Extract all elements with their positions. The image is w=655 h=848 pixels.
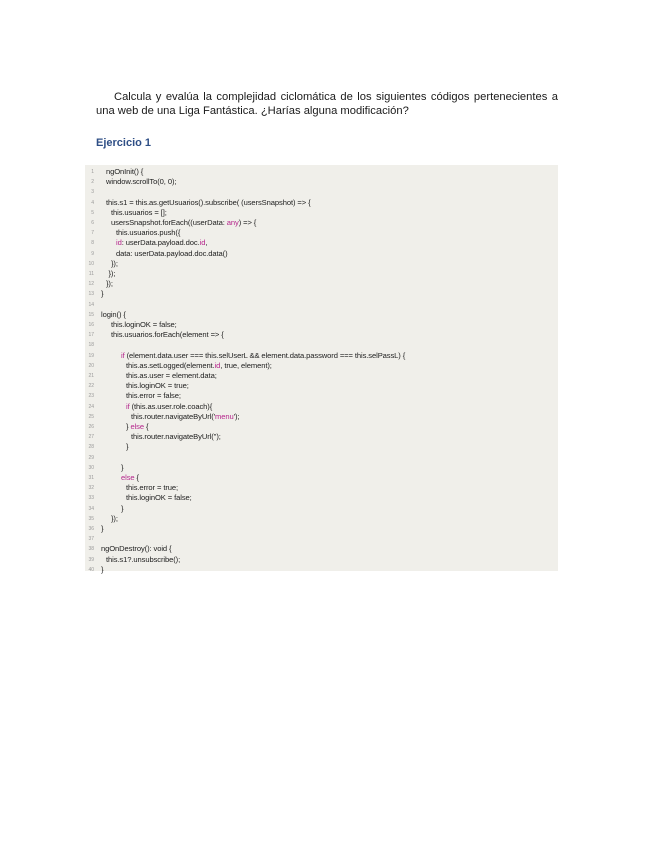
code-line bbox=[85, 310, 558, 320]
code-text bbox=[126, 483, 178, 493]
code-line bbox=[85, 269, 558, 279]
line-number: 3 bbox=[91, 189, 94, 196]
code-keyword: else bbox=[130, 422, 144, 431]
code-listing bbox=[85, 165, 558, 574]
code-text bbox=[111, 320, 177, 330]
code-line bbox=[85, 453, 558, 463]
code-line bbox=[85, 351, 558, 361]
line-number: 26 bbox=[88, 424, 94, 430]
code-line bbox=[85, 218, 558, 228]
code-line bbox=[85, 391, 558, 401]
code-token: this.usuarios.forEach(element => { bbox=[111, 330, 224, 340]
line-number: 4 bbox=[91, 199, 94, 206]
line-number: 27 bbox=[88, 434, 94, 441]
code-keyword: id bbox=[116, 238, 122, 248]
code-token: }); bbox=[111, 513, 118, 523]
code-text bbox=[121, 504, 123, 514]
code-text bbox=[106, 555, 180, 565]
code-token: ngOnInit() { bbox=[106, 167, 144, 176]
code-token: (element.data.user === this.selUserL && element.data.password === this.selPassL) { bbox=[124, 350, 406, 360]
code-keyword: any bbox=[226, 218, 239, 227]
code-token: , true, element); bbox=[220, 360, 272, 370]
code-token: login() { bbox=[101, 309, 126, 319]
code-line bbox=[85, 187, 558, 197]
code-line bbox=[85, 514, 558, 524]
code-line bbox=[85, 565, 558, 575]
code-token: this.error = false; bbox=[126, 391, 181, 401]
code-line bbox=[85, 249, 558, 259]
code-token: this.s1 = this.as.getUsuarios().subscribe( (usersSnapshot) => { bbox=[106, 197, 311, 207]
code-line bbox=[85, 340, 558, 350]
code-line bbox=[85, 432, 558, 442]
code-text bbox=[126, 371, 217, 381]
exercise-instructions: Calcula y evalúa la complejidad ciclomática de los siguientes códigos pertenecientes a una web de una Liga Fantástica. ¿Harías alguna modificación? bbox=[96, 91, 558, 118]
line-number: 33 bbox=[88, 495, 94, 502]
code-line bbox=[85, 544, 558, 554]
code-token: } bbox=[121, 462, 124, 472]
code-line bbox=[85, 504, 558, 514]
code-text bbox=[121, 473, 139, 483]
code-text bbox=[116, 249, 228, 259]
code-line bbox=[85, 402, 558, 412]
code-token: : userData.payload.doc. bbox=[121, 238, 200, 248]
code-token: } bbox=[126, 442, 129, 452]
code-keyword: if bbox=[126, 401, 130, 411]
line-number: 25 bbox=[88, 413, 94, 420]
code-token: this.s1?.unsubscribe(); bbox=[106, 554, 181, 564]
code-text bbox=[121, 463, 123, 473]
code-line bbox=[85, 534, 558, 544]
code-text bbox=[126, 361, 272, 371]
code-keyword: id bbox=[199, 238, 206, 248]
code-token: } bbox=[121, 503, 124, 513]
line-number: 30 bbox=[88, 464, 94, 471]
line-number: 16 bbox=[88, 322, 94, 328]
line-number: 39 bbox=[88, 556, 94, 563]
code-line bbox=[85, 381, 558, 391]
line-number: 31 bbox=[88, 475, 94, 481]
code-text bbox=[101, 524, 103, 534]
code-text bbox=[116, 238, 207, 248]
code-line bbox=[85, 238, 558, 248]
code-text bbox=[111, 514, 118, 524]
line-number: 29 bbox=[88, 454, 94, 461]
code-token: this.error = true; bbox=[126, 483, 179, 493]
code-line bbox=[85, 463, 558, 473]
code-line bbox=[85, 167, 558, 177]
line-number: 10 bbox=[88, 260, 94, 267]
code-token: this.loginOK = true; bbox=[126, 381, 189, 391]
code-token: { bbox=[134, 473, 139, 482]
code-line bbox=[85, 228, 558, 238]
code-text bbox=[101, 310, 126, 320]
code-line bbox=[85, 442, 558, 452]
code-token: this.usuarios = []; bbox=[111, 207, 167, 217]
line-number: 2 bbox=[91, 179, 94, 186]
code-line bbox=[85, 422, 558, 432]
code-line bbox=[85, 412, 558, 422]
line-number: 37 bbox=[88, 536, 94, 543]
code-text bbox=[109, 269, 116, 279]
code-text bbox=[106, 177, 176, 187]
line-number: 40 bbox=[88, 566, 94, 573]
code-token: } bbox=[101, 289, 104, 299]
code-token: ngOnDestroy(): void { bbox=[101, 544, 172, 554]
line-number: 6 bbox=[91, 220, 94, 226]
code-line bbox=[85, 259, 558, 269]
code-line bbox=[85, 300, 558, 310]
code-token: this.router.navigateByUrl(' bbox=[131, 411, 216, 421]
line-number: 21 bbox=[88, 373, 94, 379]
code-text bbox=[126, 402, 212, 412]
line-number: 36 bbox=[88, 526, 94, 532]
code-text bbox=[111, 218, 256, 228]
line-number: 38 bbox=[88, 546, 94, 553]
code-token: usersSnapshot.forEach((userData: bbox=[111, 218, 227, 227]
line-number: 17 bbox=[88, 332, 94, 339]
line-number: 35 bbox=[88, 515, 94, 522]
line-number: 32 bbox=[88, 485, 94, 492]
code-line bbox=[85, 361, 558, 371]
code-token: this.usuarios.push({ bbox=[116, 228, 181, 238]
code-text bbox=[111, 208, 167, 218]
code-token: }); bbox=[106, 279, 113, 289]
code-token: this.as.user = element.data; bbox=[126, 371, 217, 380]
code-token: { bbox=[143, 422, 149, 431]
code-token: } bbox=[101, 564, 104, 574]
line-number: 14 bbox=[88, 301, 94, 308]
exercise-heading: Ejercicio 1 bbox=[96, 137, 152, 149]
code-token: ) => { bbox=[238, 218, 257, 227]
code-line bbox=[85, 371, 558, 381]
line-number: 19 bbox=[88, 352, 94, 359]
code-text bbox=[131, 432, 221, 442]
code-text bbox=[106, 167, 143, 177]
line-number: 18 bbox=[88, 342, 94, 349]
line-number: 28 bbox=[88, 444, 94, 451]
code-keyword: menu bbox=[215, 411, 234, 421]
line-number: 34 bbox=[88, 505, 94, 512]
code-keyword: else bbox=[121, 473, 135, 482]
code-text bbox=[126, 391, 181, 401]
line-number: 23 bbox=[88, 393, 94, 400]
code-token: window.scrollTo(0, 0); bbox=[106, 177, 177, 187]
line-number: 24 bbox=[88, 403, 94, 410]
line-number: 11 bbox=[88, 271, 94, 277]
line-number: 20 bbox=[88, 362, 94, 369]
code-token: , bbox=[205, 238, 208, 248]
code-text bbox=[126, 442, 128, 452]
code-line bbox=[85, 483, 558, 493]
code-text bbox=[101, 289, 103, 299]
line-number: 8 bbox=[91, 240, 94, 247]
code-token: this.as.setLogged(element. bbox=[126, 360, 215, 370]
line-number: 1 bbox=[91, 169, 94, 175]
code-text bbox=[101, 544, 172, 554]
code-text bbox=[101, 565, 103, 575]
code-token: (this.as.user.role.coach){ bbox=[129, 401, 213, 411]
code-text bbox=[121, 351, 405, 361]
line-number: 7 bbox=[91, 230, 94, 237]
code-keyword: id bbox=[214, 360, 221, 370]
code-keyword: if bbox=[121, 350, 125, 360]
line-number: 13 bbox=[88, 291, 94, 298]
code-line bbox=[85, 473, 558, 483]
code-token: data: userData.payload.doc.data() bbox=[116, 248, 228, 258]
code-line bbox=[85, 555, 558, 565]
code-text bbox=[111, 330, 224, 340]
code-token: this.loginOK = false; bbox=[126, 493, 192, 503]
code-token: this.router.navigateByUrl(''); bbox=[131, 432, 221, 442]
code-line bbox=[85, 279, 558, 289]
code-token: '); bbox=[233, 411, 240, 421]
code-text bbox=[106, 279, 113, 289]
code-text bbox=[126, 493, 192, 503]
line-number: 5 bbox=[91, 209, 94, 216]
code-line bbox=[85, 177, 558, 187]
code-line bbox=[85, 330, 558, 340]
code-token: }); bbox=[108, 269, 116, 278]
code-text bbox=[126, 422, 148, 432]
code-line bbox=[85, 289, 558, 299]
line-number: 12 bbox=[88, 281, 94, 288]
code-text bbox=[131, 412, 239, 422]
code-text bbox=[106, 198, 311, 208]
code-text bbox=[111, 259, 118, 269]
code-token: } bbox=[101, 524, 104, 533]
line-number: 22 bbox=[88, 383, 94, 390]
code-token: }); bbox=[111, 258, 118, 268]
code-line bbox=[85, 320, 558, 330]
code-line bbox=[85, 208, 558, 218]
line-number: 15 bbox=[88, 311, 94, 318]
code-text bbox=[126, 381, 189, 391]
code-token: this.loginOK = false; bbox=[111, 320, 177, 329]
code-text bbox=[116, 228, 180, 238]
code-line bbox=[85, 493, 558, 503]
code-line bbox=[85, 524, 558, 534]
code-token: } bbox=[126, 422, 131, 431]
line-number: 9 bbox=[91, 250, 94, 257]
code-line bbox=[85, 198, 558, 208]
